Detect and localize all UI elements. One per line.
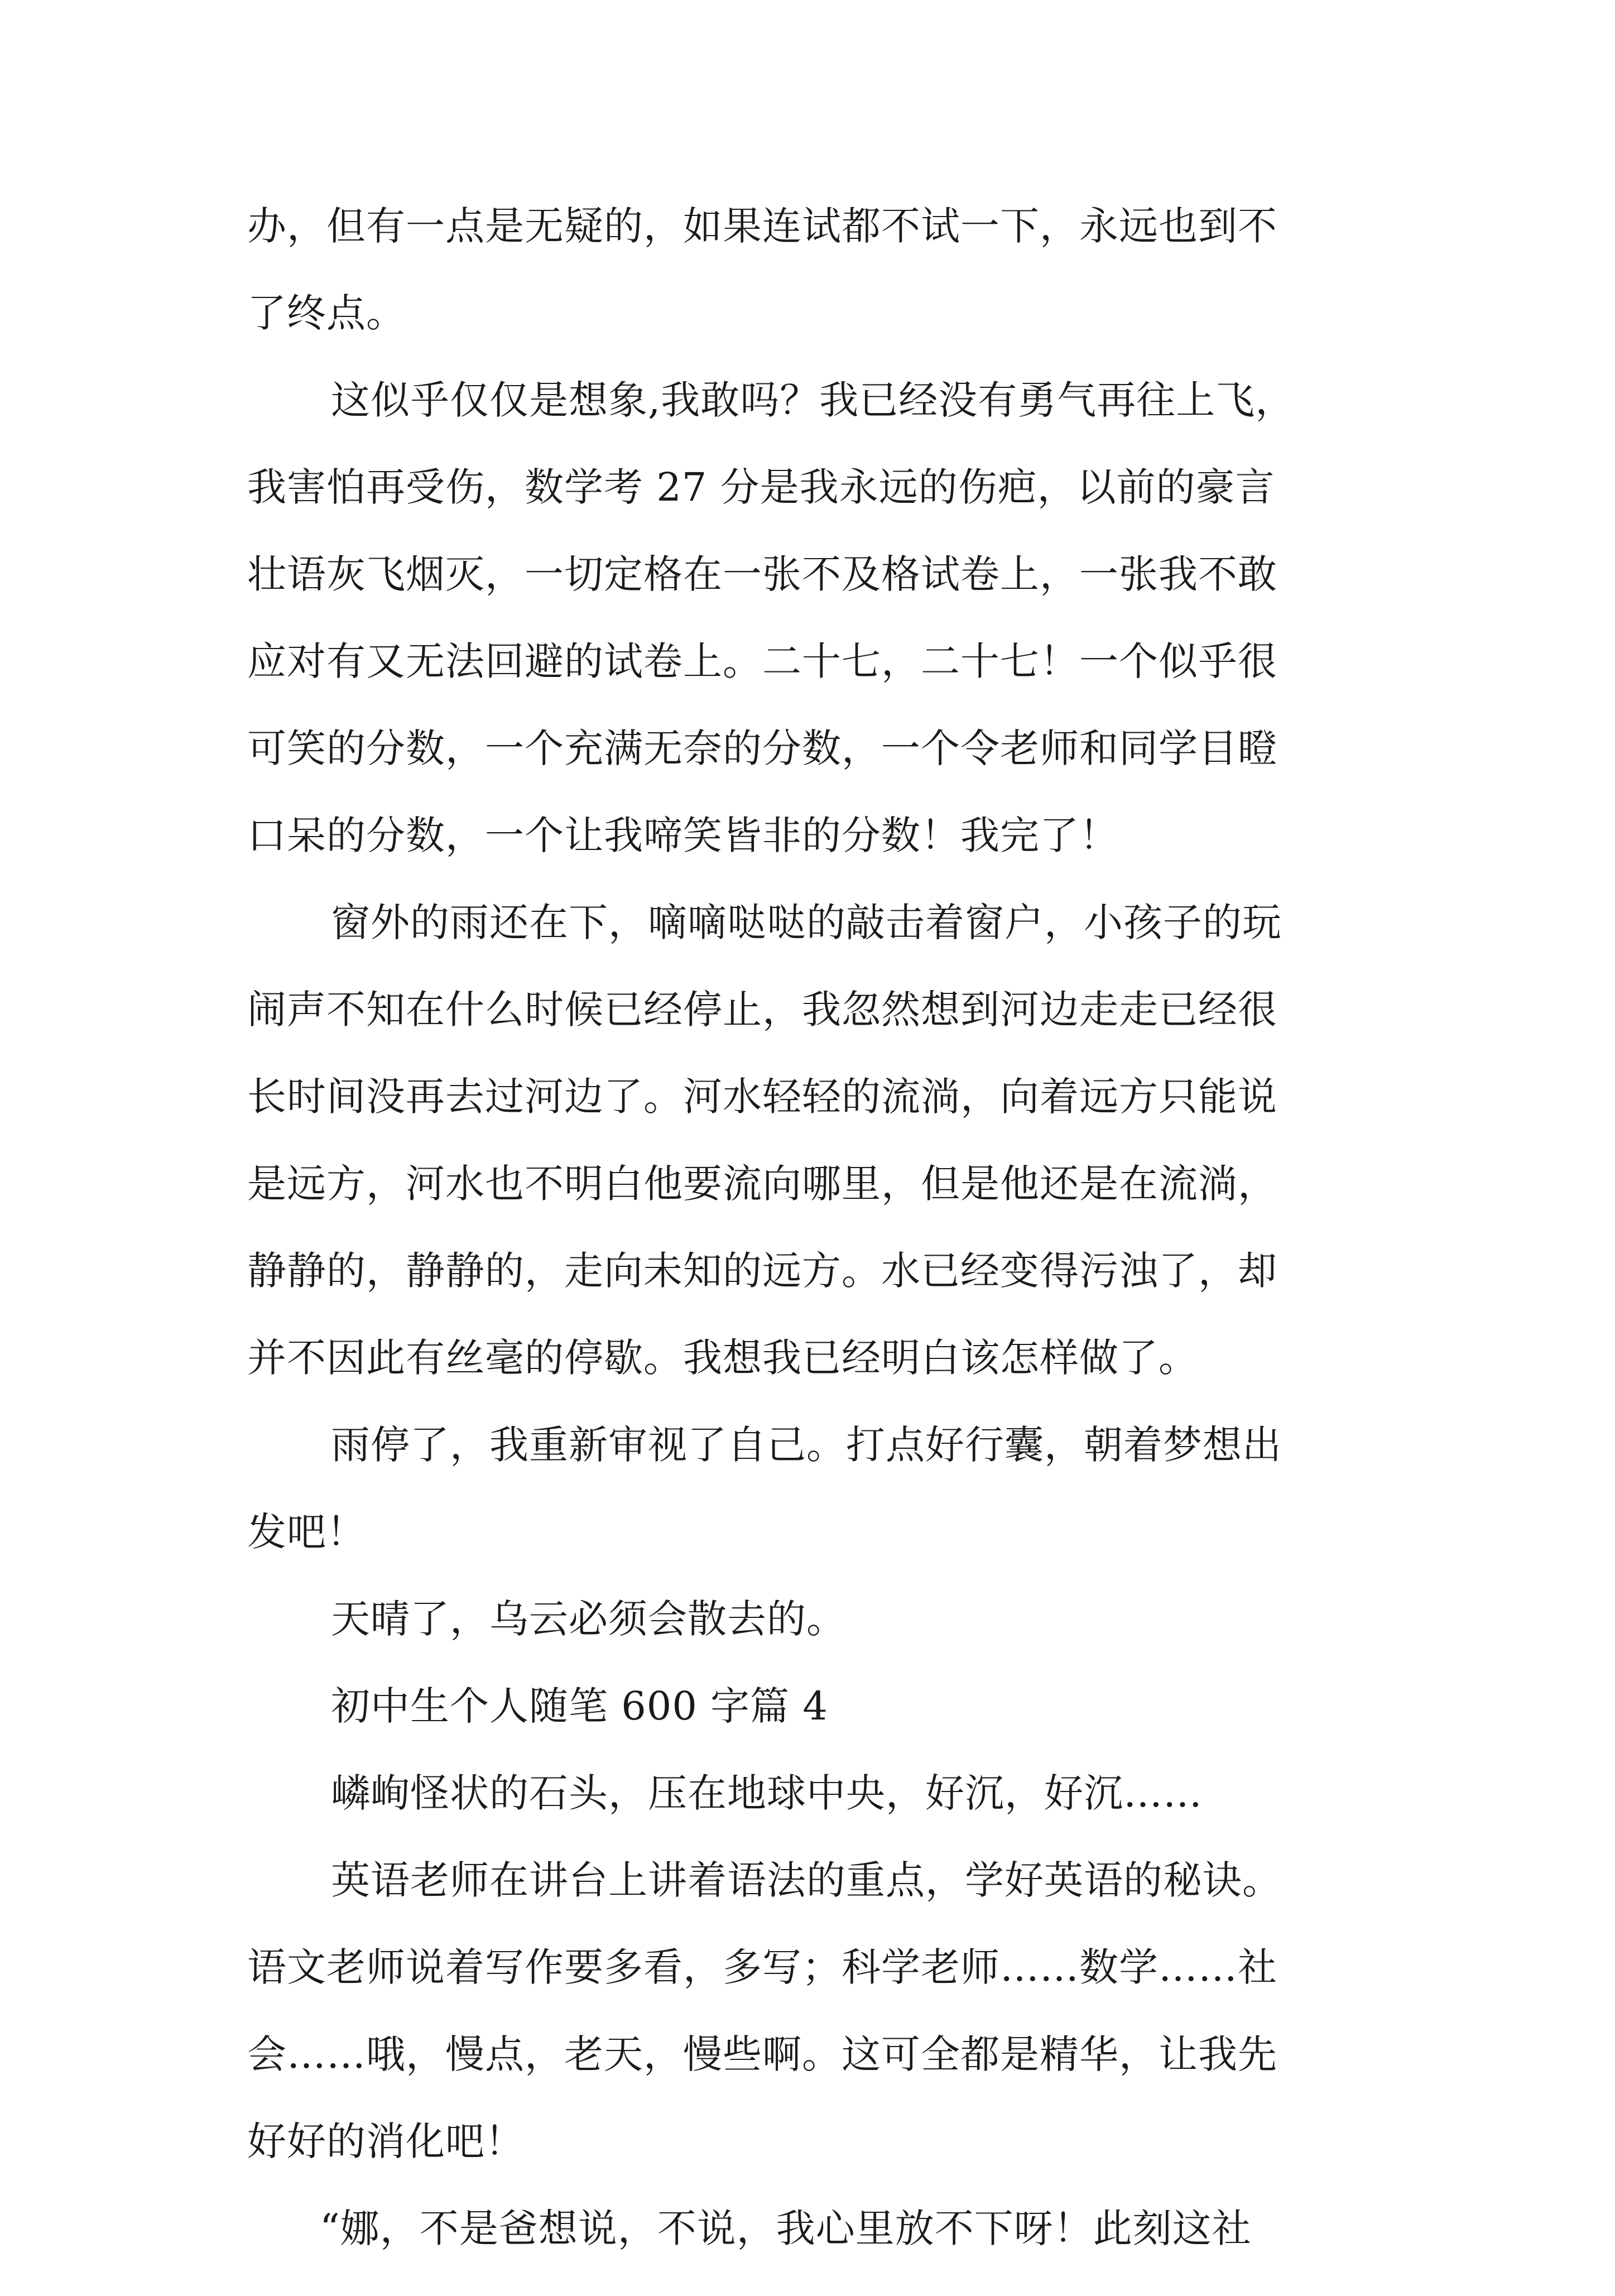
text-line: 语文老师说着写作要多看，多写；科学老师……数学……社 <box>247 1944 1277 1990</box>
text-line: 并不因此有丝毫的停歇。我想我已经明白该怎样做了。 <box>247 1335 1198 1381</box>
text-line: 静静的，静静的，走向未知的远方。水已经变得污浊了，却 <box>247 1248 1277 1294</box>
text-line: 了终点。 <box>247 290 406 336</box>
text-line: 英语老师在讲台上讲着语法的重点，学好英语的秘诀。 <box>331 1857 1282 1903</box>
body-text <box>247 203 1414 2296</box>
text-line: 应对有又无法回避的试卷上。二十七，二十七！一个似乎很 <box>247 638 1277 684</box>
text-line: 发吧！ <box>247 1509 366 1555</box>
text-line: 口呆的分数，一个让我啼笑皆非的分数！我完了！ <box>247 813 1119 858</box>
text-line: 好好的消化吧！ <box>247 2119 525 2164</box>
text-line: 是远方，河水也不明白他要流向哪里，但是他还是在流淌， <box>247 1161 1277 1207</box>
text-line: 闹声不知在什么时候已经停止，我忽然想到河边走走已经很 <box>247 987 1277 1032</box>
text-line: 会……哦，慢点，老天，慢些啊。这可全都是精华，让我先 <box>247 2031 1277 2077</box>
text-line: 长时间没再去过河边了。河水轻轻的流淌，向着远方只能说 <box>247 1074 1277 1120</box>
section-heading: 初中生个人随笔 600 字篇 4 <box>331 1683 828 1729</box>
text-line: 窗外的雨还在下，嘀嘀哒哒的敲击着窗户，小孩子的玩 <box>331 900 1282 945</box>
text-line: 办，但有一点是无疑的，如果连试都不试一下，永远也到不 <box>247 203 1277 249</box>
text-line: 这似乎仅仅是想象,我敢吗？我已经没有勇气再往上飞， <box>331 377 1295 423</box>
text-line: 嶙峋怪状的石头，压在地球中央，好沉，好沉…… <box>331 1770 1203 1816</box>
text-line: 壮语灰飞烟灭，一切定格在一张不及格试卷上，一张我不敢 <box>247 551 1277 597</box>
text-line: 天晴了，乌云必须会散去的。 <box>331 1596 846 1642</box>
text-line: 雨停了，我重新审视了自己。打点好行囊，朝着梦想出 <box>331 1422 1282 1468</box>
text-line: 我害怕再受伤，数学考 27 分是我永远的伤疤，以前的豪言 <box>247 464 1275 510</box>
text-line: 可笑的分数，一个充满无奈的分数，一个令老师和同学目瞪 <box>247 726 1277 771</box>
text-line: “娜，不是爸想说，不说，我心里放不下呀！此刻这社 <box>320 2206 1252 2251</box>
